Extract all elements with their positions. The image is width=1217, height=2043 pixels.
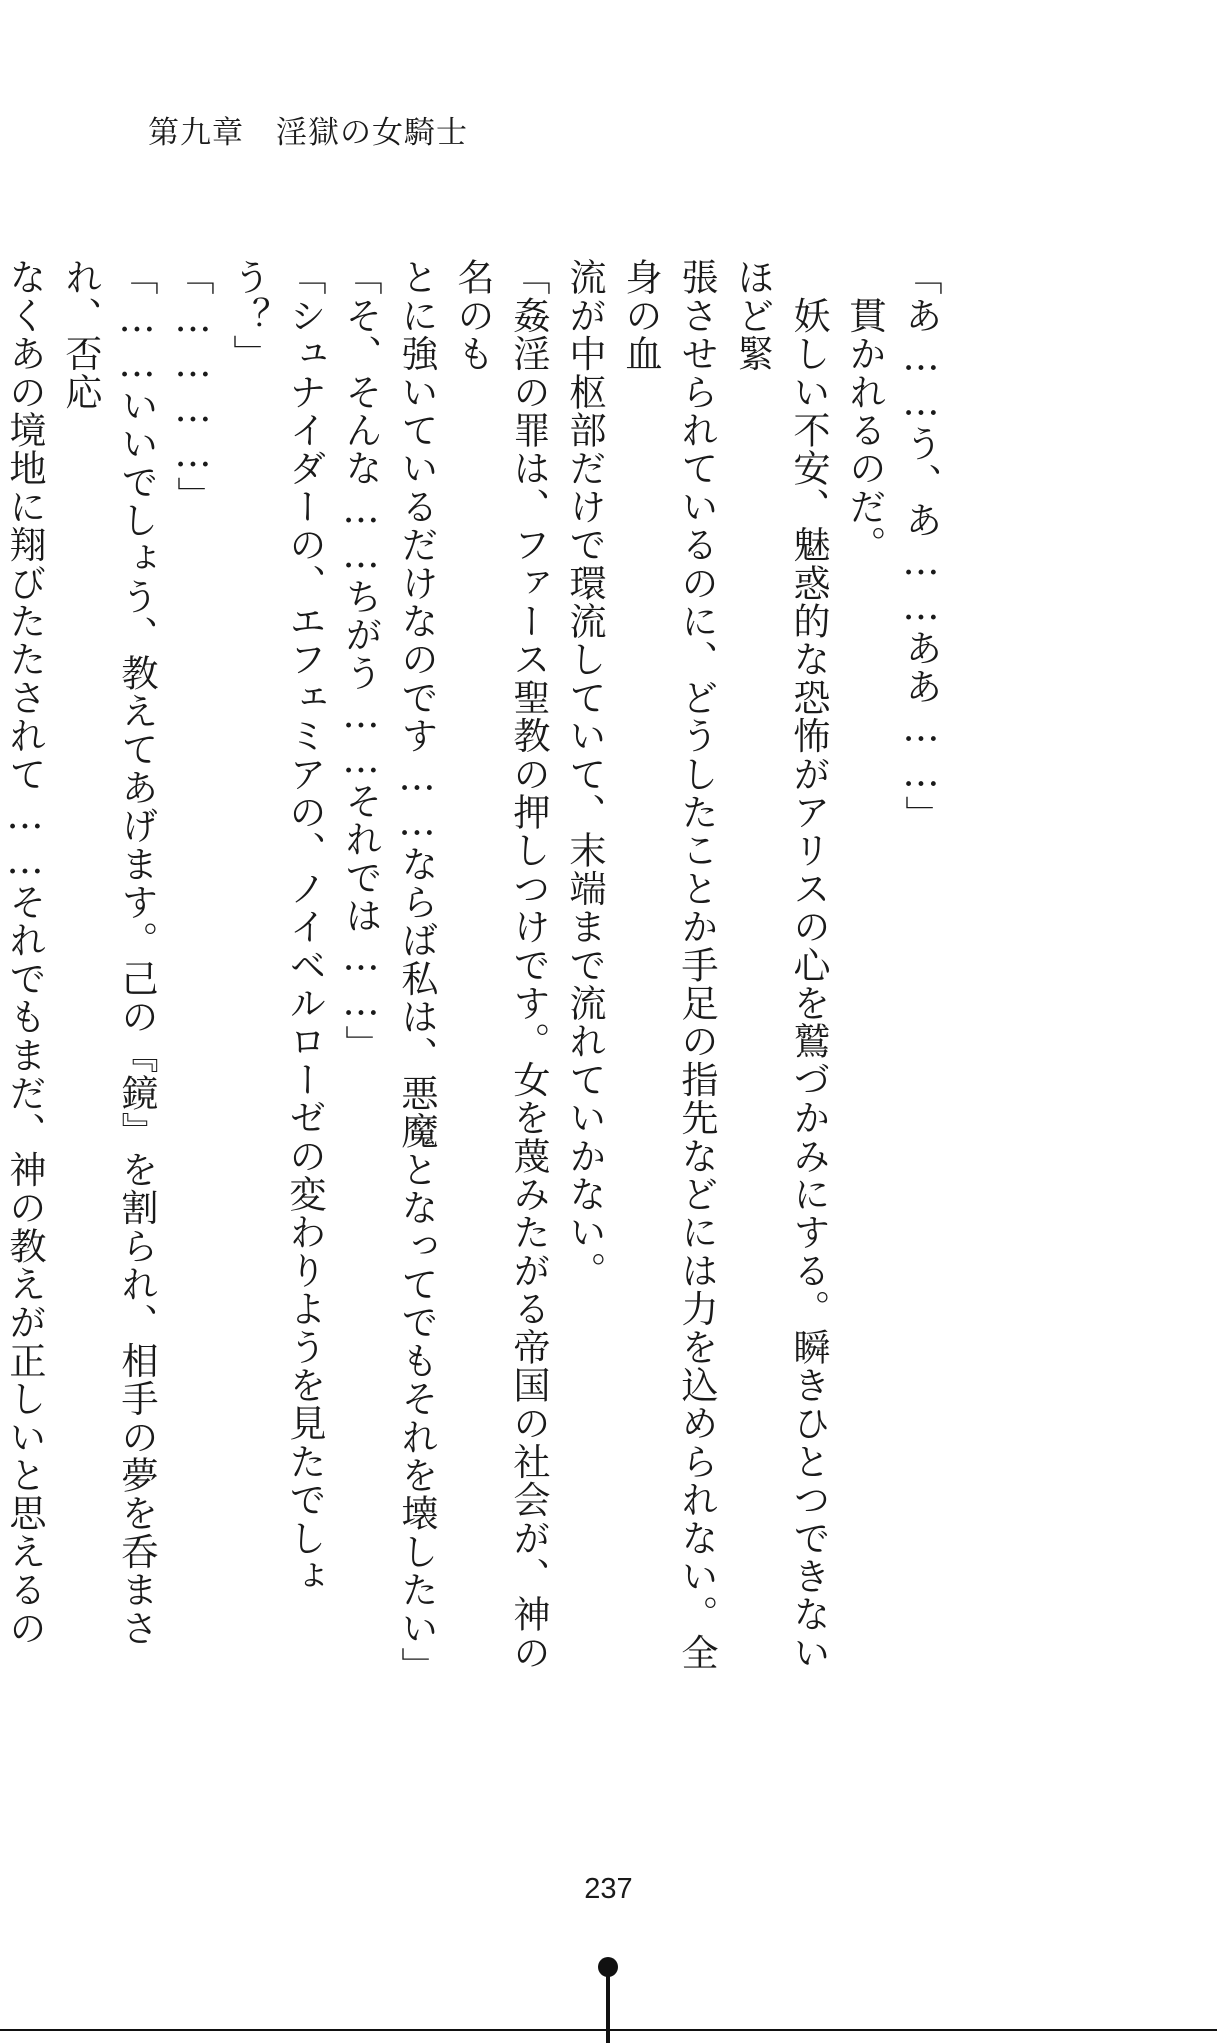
text-line: 「……いいでしょう、教えてあげます。己の『鏡』を割られ、相手の夢を呑まされ、否応 (59, 258, 159, 1647)
text-line: 「シュナイダーの、エフェミアの、ノイベルローゼの変わりようを見たでしょう？」 (227, 258, 327, 1595)
text-line: 流が中枢部だけで環流していて、末端まで流れていかない。 (563, 258, 607, 1290)
text-line: 張させられているのに、どうしたことか手足の指先などには力を込められない。全身の血 (619, 258, 719, 1672)
text-line: 貫かれるのだ。 (843, 258, 887, 564)
text-line: 「姦淫の罪は、ファース聖教の押しつけです。女を蔑みたがる帝国の社会が、神の名のも (451, 258, 551, 1672)
bookmark-ornament-stem (606, 1973, 610, 2043)
text-line: 「あ……う、あ……ああ……」 (899, 258, 943, 834)
text-line: なくあの境地に翔びたたされて……それでもまだ、神の教えが正しいと思えるの (3, 258, 47, 1647)
running-head: 第九章 淫獄の女騎士 (148, 115, 468, 151)
text-line: 妖しい不安、魅惑的な恐怖がアリスの心を鷲づかみにする。瞬きひとつできないほど緊 (731, 258, 831, 1672)
text-line: とに強いているだけなのです……ならば私は、悪魔となってでもそれを壊したい」 (395, 258, 439, 1685)
footer-rule (0, 2029, 1217, 2031)
text-line: 「そ、そんな……ちがう……それでは……」 (339, 258, 383, 1063)
body-text (0, 258, 949, 1685)
text-line: 「…………」 (171, 258, 215, 515)
page-number: 237 (584, 1873, 633, 1905)
